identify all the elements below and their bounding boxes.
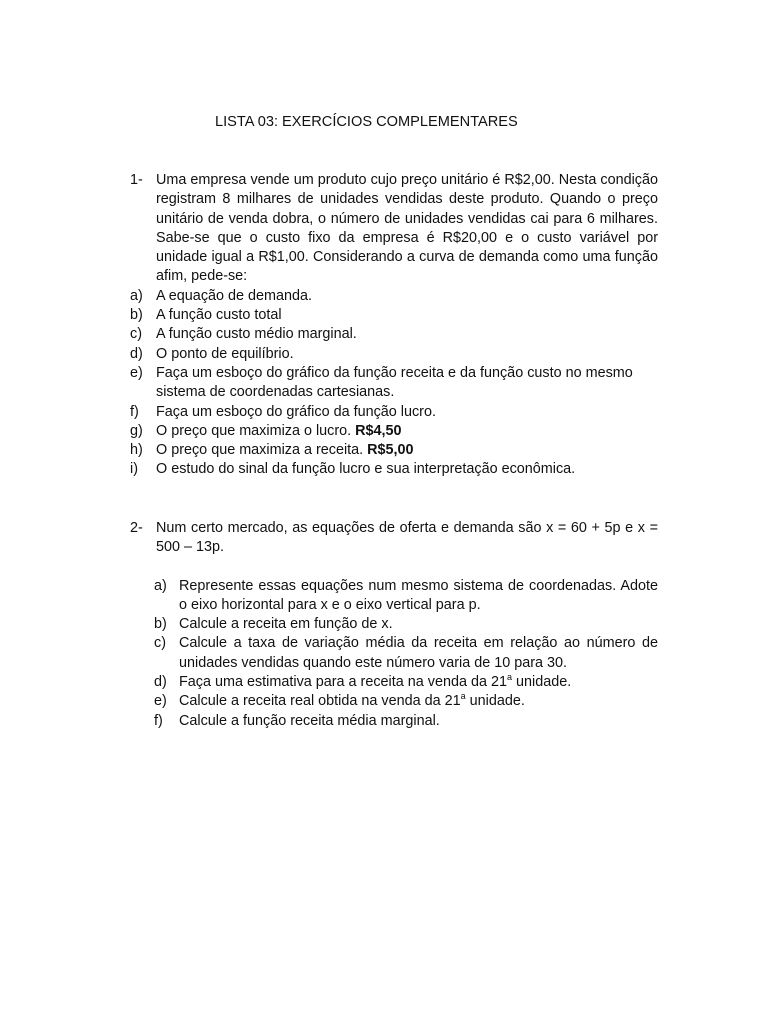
question-1 xyxy=(130,171,658,480)
list-item xyxy=(154,577,658,616)
question-statement: Num certo mercado, as equações de oferta e demanda são x = 60 + 5p e x = 500 – 13p. xyxy=(156,520,658,556)
item-label: i) xyxy=(130,461,138,478)
item-text: Faça um esboço do gráfico da função receita e da função custo no mesmo sistema de coordenadas cartesianas. xyxy=(156,364,633,401)
item-label: a) xyxy=(154,577,167,594)
item-label: f) xyxy=(154,712,163,729)
item-label: a) xyxy=(130,287,143,304)
item-answer: R$4,50 xyxy=(355,422,402,439)
item-text: O preço que maximiza o lucro. xyxy=(156,422,352,439)
list-item xyxy=(154,692,658,711)
list-item xyxy=(130,460,658,479)
item-label: g) xyxy=(130,422,143,439)
question-statement: Uma empresa vende um produto cujo preço unitário é R$2,00. Nesta condição registram 8 milhares de unidades vendidas deste produto. Quando o preço unitário de venda dobra, o número de unidades vendidas cai para 6 milhares. Sabe-se que o custo fixo da empresa é R$20,00 e o custo variável por unidade igual a R$1,00. Considerando a curva de demanda como uma função afim, pede-se: xyxy=(156,172,658,285)
item-text: Calcule a taxa de variação média da receita em relação ao número de unidades vendidas quando este número varia de 10 para 30. xyxy=(179,635,658,671)
item-text: O preço que maximiza a receita. xyxy=(156,442,364,459)
item-label: b) xyxy=(154,616,167,633)
item-label: b) xyxy=(130,307,143,324)
ordinal-superscript: a xyxy=(460,691,466,702)
ordinal-superscript: a xyxy=(506,672,512,683)
question-number: 1- xyxy=(130,172,143,188)
question-2 xyxy=(130,519,658,731)
item-text: O estudo do sinal da função lucro e sua interpretação econômica. xyxy=(156,461,576,478)
item-label: d) xyxy=(154,674,167,691)
list-item xyxy=(130,287,658,306)
question-1-statement-row xyxy=(130,171,658,287)
item-label: c) xyxy=(130,326,142,343)
list-item xyxy=(154,712,658,731)
item-text-tail: unidade. xyxy=(465,693,525,710)
item-label: e) xyxy=(154,693,167,710)
list-item xyxy=(130,345,658,364)
list-item xyxy=(130,325,658,344)
item-text: A função custo total xyxy=(156,307,282,324)
item-text: A função custo médio marginal. xyxy=(156,326,357,343)
item-text: O ponto de equilíbrio. xyxy=(156,345,294,362)
page-title: LISTA 03: EXERCÍCIOS COMPLEMENTARES xyxy=(215,114,518,130)
question-2-items xyxy=(130,577,658,731)
item-text: A equação de demanda. xyxy=(156,287,313,304)
list-item xyxy=(154,615,658,634)
list-item xyxy=(130,403,658,422)
item-label: f) xyxy=(130,403,139,420)
item-text: Calcule a função receita média marginal. xyxy=(179,712,440,729)
list-item xyxy=(130,364,658,403)
list-item xyxy=(130,306,658,325)
list-item xyxy=(130,422,658,441)
item-text-tail: unidade. xyxy=(512,674,572,691)
question-number: 2- xyxy=(130,520,143,536)
question-2-statement-row xyxy=(130,519,658,558)
item-label: h) xyxy=(130,442,143,459)
list-item xyxy=(130,441,658,460)
item-text: Faça uma estimativa para a receita na venda da 21 xyxy=(179,674,507,691)
item-answer: R$5,00 xyxy=(367,442,414,459)
list-item xyxy=(154,673,658,692)
item-label: d) xyxy=(130,345,143,362)
item-label: e) xyxy=(130,364,143,381)
item-label: c) xyxy=(154,635,166,652)
list-item xyxy=(154,634,658,673)
item-text: Calcule a receita em função de x. xyxy=(179,616,393,633)
item-text: Faça um esboço do gráfico da função lucro. xyxy=(156,403,436,420)
item-text: Calcule a receita real obtida na venda da 21 xyxy=(179,693,461,710)
item-text: Represente essas equações num mesmo sistema de coordenadas. Adote o eixo horizontal para x e o eixo vertical para p. xyxy=(179,577,658,613)
